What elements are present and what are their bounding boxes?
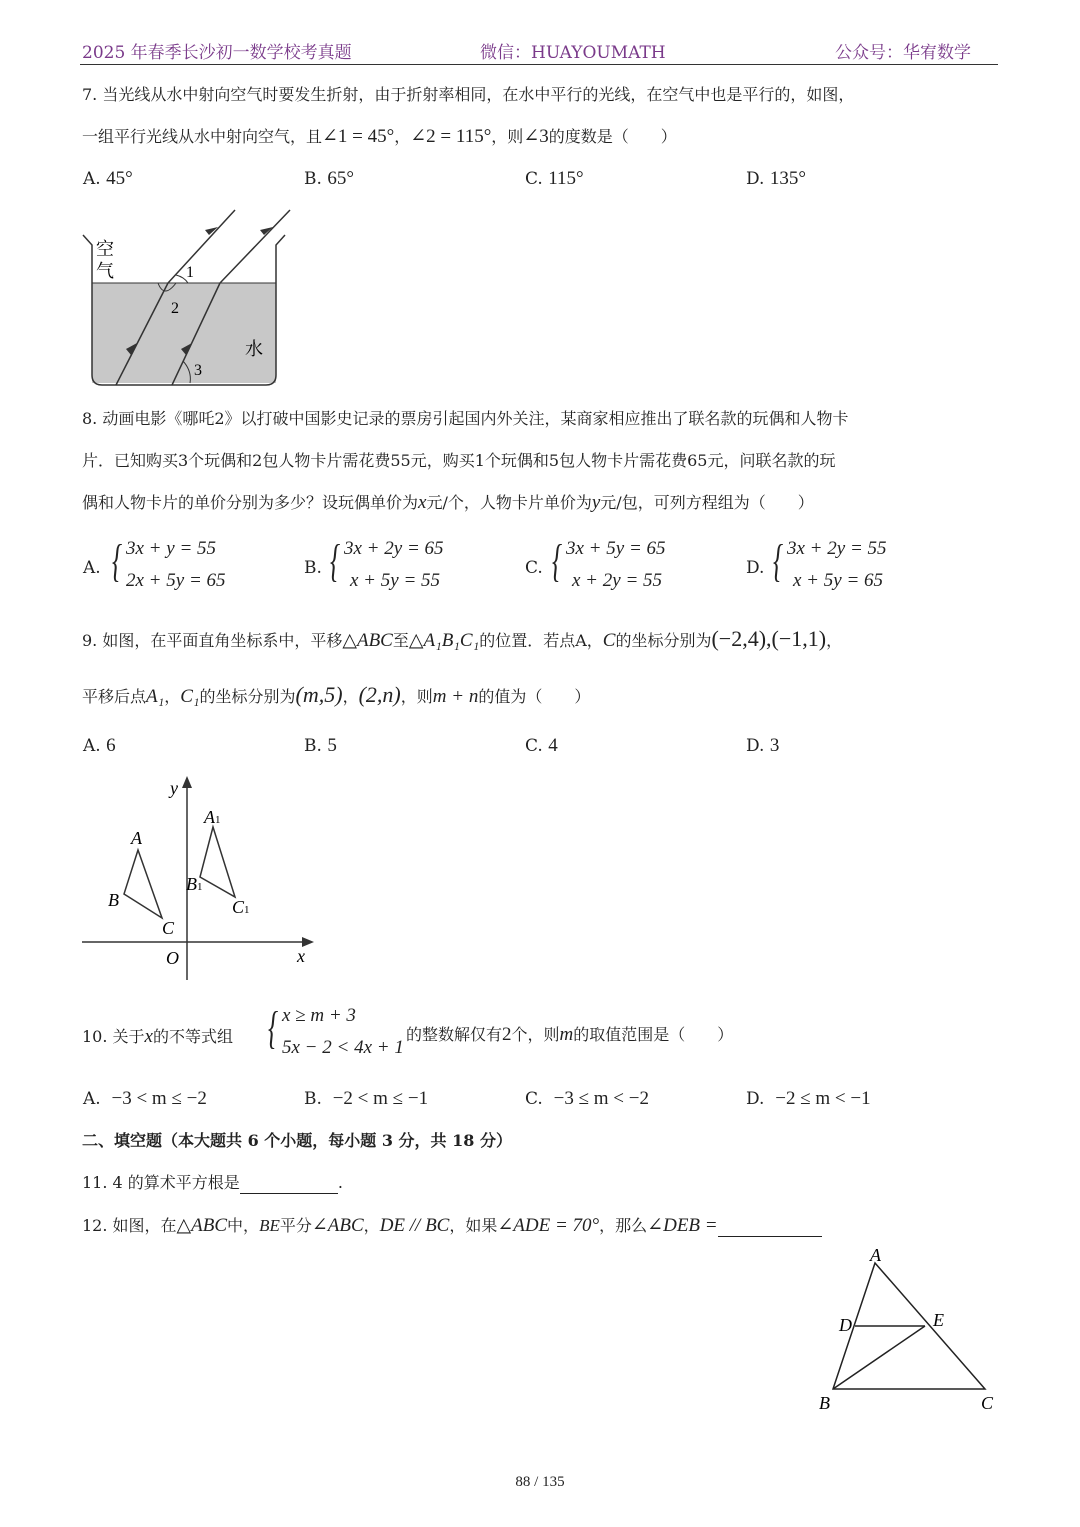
q10-option-d[interactable]: D. −2 ≤ m < −1 (746, 1088, 871, 1109)
y-axis-arrow (182, 776, 192, 788)
q9-option-d[interactable]: D. 3 (746, 735, 780, 756)
air-label-1: 空 (96, 239, 114, 259)
q12-answer-blank[interactable] (718, 1216, 822, 1237)
point-a-label: A (870, 1245, 881, 1265)
q8-option-c-label[interactable]: C. (525, 558, 543, 578)
q8-line1: 8. 动画电影《哪吒2》以打破中国影史记录的票房引起国内外关注，某商家相应推出了联名款的玩偶和人物卡 (82, 409, 849, 428)
q8-line3: 偶和人物卡片的单价分别为多少？设玩偶单价为x元/个，人物卡片单价为y元/包，可列方程组为（ ） (82, 492, 814, 513)
triangle-a1b1c1 (200, 827, 235, 897)
point-d-label: D (839, 1315, 852, 1335)
q9-option-b[interactable]: B. 5 (304, 735, 337, 756)
angle-3-label: 3 (194, 362, 202, 379)
q9-line1: 9. 如图，在平面直角坐标系中，平移△ABC至△A₁B₁C₁的位置．若点A，C的坐标分别为(−2,4),(−1,1)， (82, 626, 843, 651)
angle-1-label: 1 (186, 264, 194, 281)
q7-angle1: ∠1 = 45° (322, 126, 395, 147)
q10-suffix: 的整数解仅有2个，则m的取值范围是（ ） (406, 1024, 734, 1045)
y-label: y (170, 778, 178, 798)
q10-option-b[interactable]: B. −2 < m ≤ −1 (304, 1088, 429, 1109)
q9-option-c[interactable]: C. 4 (525, 735, 558, 756)
q12-triangle-figure (815, 1243, 1005, 1418)
header-account: 公众号：华宥数学 (835, 43, 971, 63)
header-divider (80, 64, 998, 65)
q10-option-c[interactable]: C. −3 ≤ m < −2 (525, 1088, 649, 1109)
point-a-label: A (131, 828, 142, 848)
section-2-title: 二、填空题（本大题共 6 个小题，每小题 3 分，共 18 分） (82, 1131, 512, 1150)
q7-option-d[interactable]: D. 135° (746, 168, 806, 189)
header-title: 2025 年春季长沙初一数学校考真题 (82, 43, 352, 63)
q8-option-b-label[interactable]: B. (304, 558, 322, 578)
header-wechat: 微信：HUAYOUMATH (480, 43, 666, 63)
q9-coordinate-figure (80, 772, 325, 987)
point-b1-label: B1 (186, 874, 203, 894)
q7-line1: 7. 当光线从水中射向空气时要发生折射，由于折射率相同，在水中平行的光线，在空气中也是平行的，如图， (82, 85, 855, 104)
triangle-abc (124, 850, 162, 918)
q11-line: 11. 4 的算术平方根是 . (82, 1173, 343, 1192)
water-fill (92, 283, 276, 383)
point-c1-label: C1 (232, 897, 250, 917)
point-b-label: B (819, 1393, 830, 1413)
q7-line2: 一组平行光线从水中射向空气，且∠1 = 45°，∠2 = 115°，则∠3的度数是（ ） (82, 126, 677, 147)
q7-angle3: ∠3 (523, 126, 549, 147)
point-b-label: B (108, 890, 119, 910)
q12-line: 12. 如图，在△ABC中，BE平分∠ABC，DE // BC，如果∠ADE = 70°，那么∠DEB = (82, 1215, 822, 1237)
q9-option-a[interactable]: A. 6 (83, 735, 116, 756)
water-label: 水 (245, 339, 263, 359)
point-c-label: C (981, 1393, 994, 1413)
point-e-label: E (933, 1310, 944, 1330)
light-ray-1-air (168, 210, 235, 283)
q7-option-b[interactable]: B. 65° (304, 168, 354, 189)
q10-prefix: 10. 关于x的不等式组 (82, 1026, 233, 1047)
q11-answer-blank[interactable] (240, 1173, 338, 1194)
q7-option-a[interactable]: A. 45° (83, 168, 133, 189)
q8-option-a-label[interactable]: A. (83, 558, 101, 578)
point-c-label: C (162, 918, 175, 938)
point-a1-label: A1 (204, 807, 221, 827)
segment-be (833, 1326, 925, 1389)
q9-line2: 平移后点A₁，C₁的坐标分别为(m,5)，(2,n)，则m + n的值为（ ） (82, 682, 591, 707)
q7-option-c[interactable]: C. 115° (525, 168, 584, 189)
q7-refraction-figure (80, 205, 300, 390)
light-ray-2-air (220, 210, 290, 283)
q7-angle2: ∠2 = 115° (410, 126, 492, 147)
x-label: x (297, 946, 305, 966)
page-number: 88 / 135 (515, 1474, 565, 1490)
air-label-2: 气 (96, 261, 114, 281)
q8-option-d-label[interactable]: D. (746, 558, 765, 578)
q10-option-a[interactable]: A. −3 < m ≤ −2 (83, 1088, 207, 1109)
angle-2-label: 2 (171, 300, 179, 317)
q8-line2: 片．已知购买3个玩偶和2包人物卡片需花费55元，购买1个玩偶和5包人物卡片需花费65元，问联名款的玩 (82, 451, 836, 470)
origin-label: O (166, 948, 179, 968)
